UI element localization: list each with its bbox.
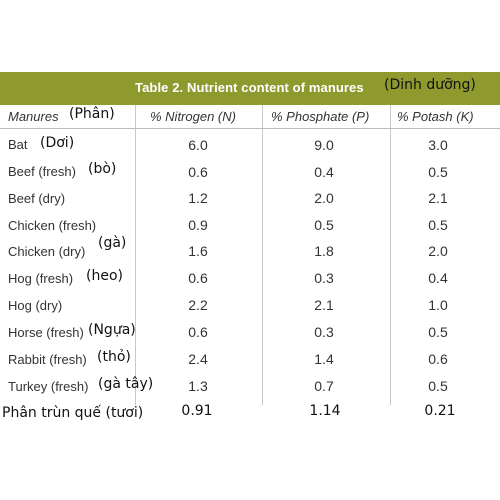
row-potash: 0.5 — [428, 378, 448, 394]
column-divider — [390, 105, 391, 405]
row-name: Bat — [8, 137, 28, 152]
row-potash: 3.0 — [428, 137, 448, 153]
row-potash: 0.4 — [428, 270, 448, 286]
row-phosphate: 1.8 — [314, 243, 334, 259]
row-name: Rabbit (fresh) — [8, 352, 87, 367]
row-nitrogen: 1.6 — [188, 243, 208, 259]
row-nitrogen: 0.9 — [188, 217, 208, 233]
row-phosphate: 2.0 — [314, 190, 334, 206]
row-potash: 0.5 — [428, 164, 448, 180]
column-divider — [135, 105, 136, 405]
table-title: Table 2. Nutrient content of manures — [135, 80, 364, 95]
row-nitrogen: 1.3 — [188, 378, 208, 394]
extra-row-nitrogen: 0.91 — [181, 403, 213, 419]
row-potash: 0.5 — [428, 217, 448, 233]
row-phosphate: 0.3 — [314, 270, 334, 286]
row-name: Beef (dry) — [8, 191, 66, 206]
row-phosphate: 9.0 — [314, 137, 334, 153]
row-note: (heo) — [86, 268, 123, 284]
column-divider — [262, 105, 263, 405]
row-potash: 2.1 — [428, 190, 448, 206]
row-potash: 1.0 — [428, 297, 448, 313]
row-nitrogen: 0.6 — [188, 324, 208, 340]
row-phosphate: 2.1 — [314, 297, 334, 313]
row-note: (gà) — [98, 235, 127, 251]
row-name: Beef (fresh) — [8, 164, 76, 179]
table-title-note: (Dinh dưỡng) — [384, 77, 476, 93]
row-note: (thỏ) — [97, 349, 131, 365]
header-potash: % Potash (K) — [397, 109, 474, 124]
header-phosphate: % Phosphate (P) — [271, 109, 370, 124]
row-name: Horse (fresh) — [8, 325, 84, 340]
row-potash: 0.6 — [428, 351, 448, 367]
row-name: Hog (dry) — [8, 298, 63, 313]
row-nitrogen: 0.6 — [188, 270, 208, 286]
row-phosphate: 0.3 — [314, 324, 334, 340]
row-note: (bò) — [88, 161, 117, 177]
row-potash: 0.5 — [428, 324, 448, 340]
row-nitrogen: 0.6 — [188, 164, 208, 180]
extra-row-phosphate: 1.14 — [309, 403, 341, 419]
row-name: Chicken (fresh) — [8, 218, 97, 233]
row-note: (Ngựa) — [88, 322, 136, 338]
header-manures: Manures — [8, 109, 59, 124]
row-nitrogen: 1.2 — [188, 190, 208, 206]
row-nitrogen: 2.4 — [188, 351, 208, 367]
row-name: Hog (fresh) — [8, 271, 74, 286]
row-phosphate: 0.7 — [314, 378, 334, 394]
row-note: (Dơi) — [40, 135, 75, 151]
row-phosphate: 0.4 — [314, 164, 334, 180]
row-phosphate: 1.4 — [314, 351, 334, 367]
row-name: Chicken (dry) — [8, 244, 86, 259]
extra-row-name: Phân trùn quế (tươi) — [2, 405, 144, 421]
row-nitrogen: 2.2 — [188, 297, 208, 313]
header-manures-note: (Phân) — [69, 106, 115, 122]
row-name: Turkey (fresh) — [8, 379, 89, 394]
row-note: (gà tây) — [98, 376, 154, 392]
row-potash: 2.0 — [428, 243, 448, 259]
row-nitrogen: 6.0 — [188, 137, 208, 153]
header-divider — [0, 128, 500, 129]
row-phosphate: 0.5 — [314, 217, 334, 233]
header-nitrogen: % Nitrogen (N) — [150, 109, 236, 124]
extra-row-potash: 0.21 — [424, 403, 456, 419]
